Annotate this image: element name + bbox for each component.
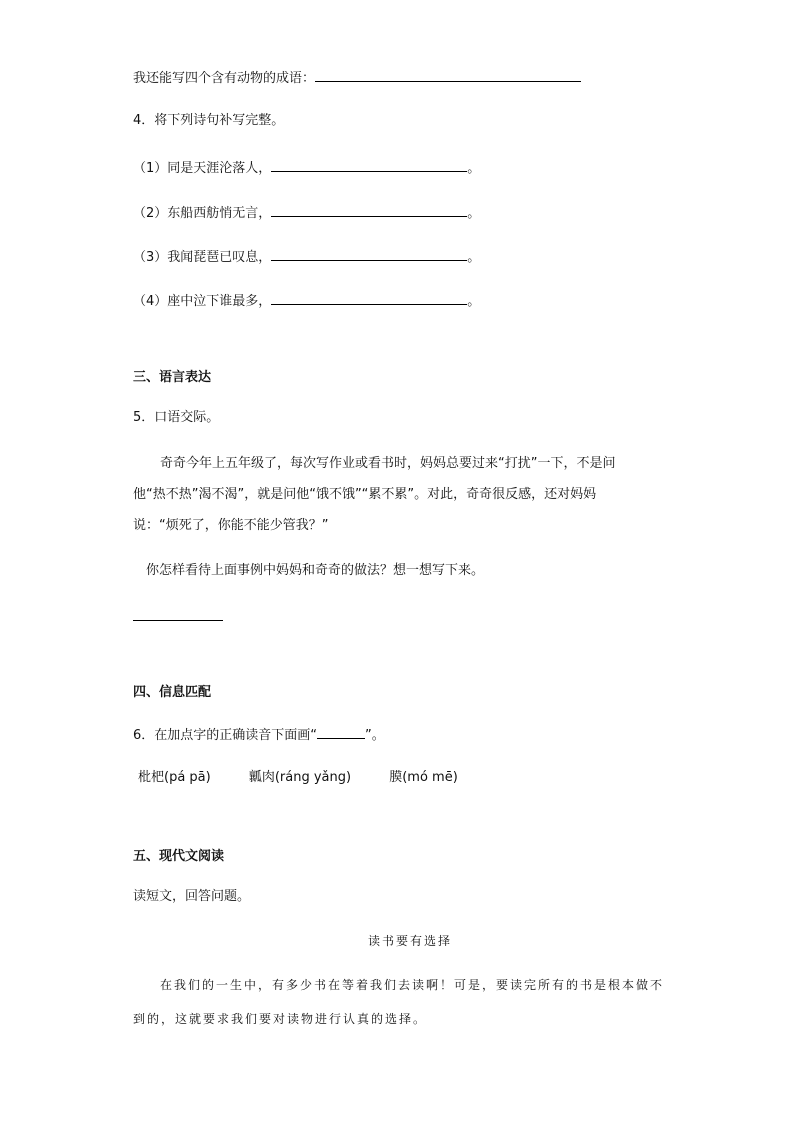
q5-paragraph-line-1: 奇奇今年上五年级了，每次写作业或看书时，妈妈总要过来“打扰”一下，不是问 <box>160 456 616 471</box>
idioms-prompt: 我还能写四个含有动物的成语： <box>133 71 316 86</box>
article-line-1: 在我们的一生中，有多少书在等着我们去读啊！可是，要读完所有的书是根本做不 <box>160 978 665 992</box>
pinyin-options <box>138 769 492 787</box>
idioms-line <box>133 67 581 88</box>
idioms-answer-blank[interactable] <box>315 67 581 82</box>
reading-instruction: 读短文，回答问题。 <box>133 889 251 904</box>
q4-label: 4．将下列诗句补写完整。 <box>133 113 285 128</box>
q6-line <box>133 724 385 745</box>
q5-paragraph-line-2: 他“热不热”渴不渴”，就是问他“饿不饿”“累不累”。对此，奇奇很反感，还对妈妈 <box>133 487 597 502</box>
q4-item-2-text: （2）东船西舫悄无言， <box>133 206 272 221</box>
q5-label: 5．口语交际。 <box>133 410 220 425</box>
q6-underline-sample <box>317 724 365 739</box>
section3-heading: 三、语言表达 <box>133 370 212 385</box>
q4-item-1-blank[interactable] <box>271 157 467 172</box>
q4-item-4-end: 。 <box>467 294 481 309</box>
q4-item-2-blank[interactable] <box>271 202 467 217</box>
q4-item-4-blank[interactable] <box>271 290 467 305</box>
q4-item-1-end: 。 <box>467 161 481 176</box>
q4-item-4-text: （4）座中泣下谁最多， <box>133 294 272 309</box>
q4-item-3-blank[interactable] <box>271 246 467 261</box>
pinyin-option-2[interactable]: 瓤肉(ráng yǎng) <box>248 770 352 785</box>
article-line-2: 到的，这就要求我们要对读物进行认真的选择。 <box>133 1012 428 1026</box>
q5-answer-blank[interactable] <box>133 620 223 621</box>
q4-item-3 <box>133 246 480 267</box>
q4-item-2 <box>133 202 480 223</box>
q5-paragraph-line-3: 说：“烦死了，你能不能少管我？” <box>133 518 329 533</box>
q4-item-4 <box>133 290 480 311</box>
article-title: 读书要有选择 <box>368 934 453 948</box>
q4-item-3-text: （3）我闻琵琶已叹息， <box>133 250 272 265</box>
pinyin-option-1[interactable]: 枇杷(pá pā) <box>138 770 211 785</box>
q4-item-1-text: （1）同是天涯沦落人， <box>133 161 272 176</box>
q4-item-2-end: 。 <box>467 206 481 221</box>
section5-heading: 五、现代文阅读 <box>133 849 225 864</box>
q4-item-1 <box>133 157 480 178</box>
section4-heading: 四、信息匹配 <box>133 685 212 700</box>
q6-suffix: ”。 <box>365 728 385 743</box>
q4-item-3-end: 。 <box>467 250 481 265</box>
pinyin-option-3[interactable]: 膜(mó mē) <box>389 770 458 785</box>
q6-prefix: 6．在加点字的正确读音下面画“ <box>133 728 318 743</box>
q5-question: 你怎样看待上面事例中妈妈和奇奇的做法？想一想写下来。 <box>146 563 485 578</box>
